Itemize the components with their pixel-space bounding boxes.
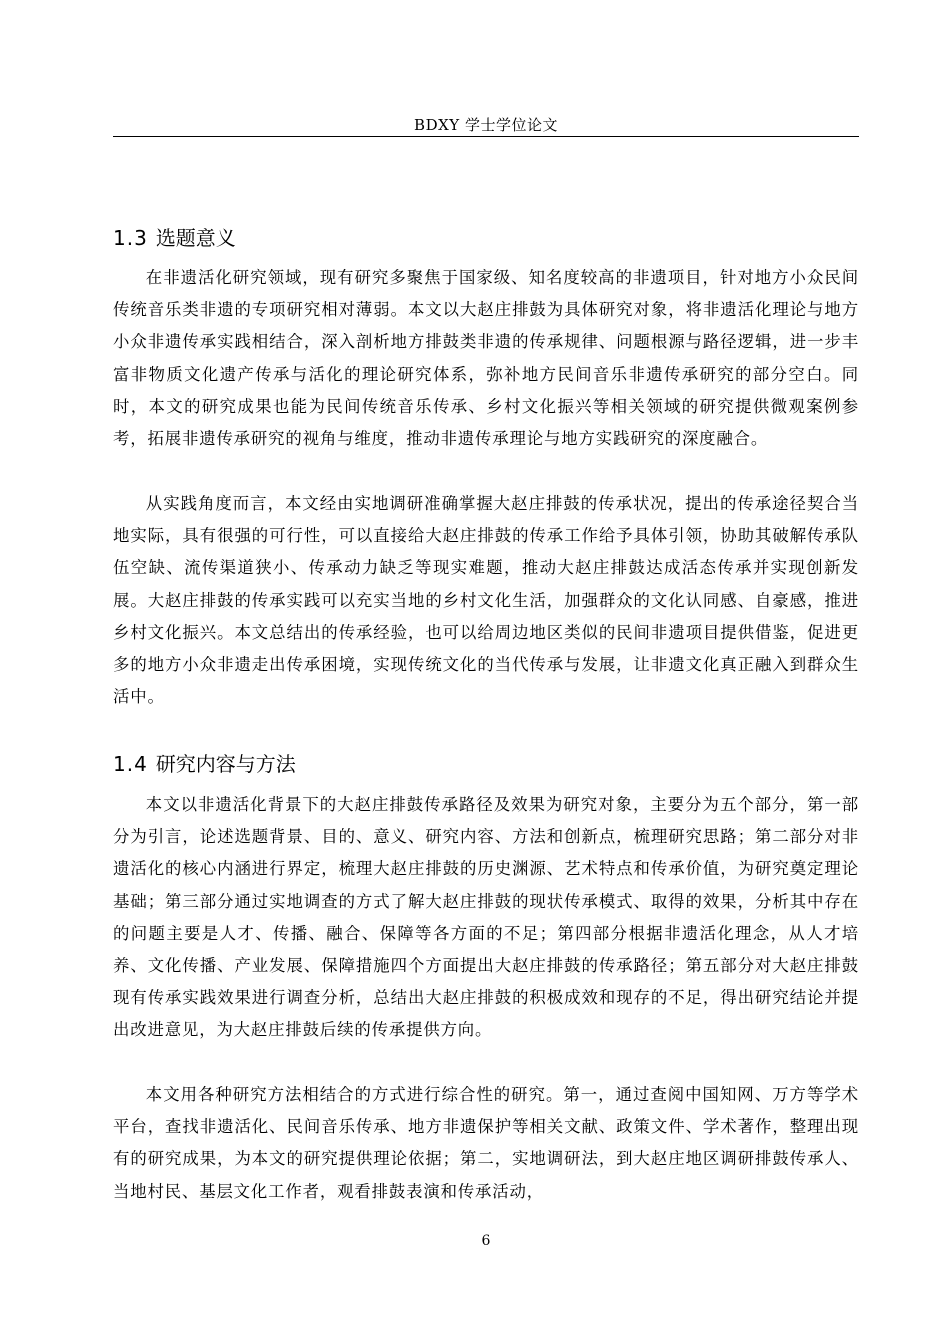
section-number: 1.3 <box>113 226 148 250</box>
section-title: 研究内容与方法 <box>155 752 296 776</box>
page-number: 6 <box>481 1233 491 1249</box>
section-heading-1-3 <box>113 225 236 251</box>
running-header: BDXY 学士学位论文 <box>414 116 558 134</box>
section-number: 1.4 <box>113 752 148 776</box>
header-rule <box>113 136 859 137</box>
section-title: 选题意义 <box>155 226 236 250</box>
paragraph-research-content: 本文以非遗活化背景下的大赵庄排鼓传承路径及效果为研究对象，主要分为五个部分，第一部分为引言，论述选题背景、目的、意义、研究内容、方法和创新点，梳理研究思路；第二部分对非遗活化的核心内涵进行界定，梳理大赵庄排鼓的历史渊源、艺术特点和传承价值，为研究奠定理论基础；第三部分通过实地调查的方式了解大赵庄排鼓的现状传承模式、取得的效果，分析其中存在的问题主要是人才、传播、融合、保障等各方面的不足；第四部分根据非遗活化理念，从人才培养、文化传播、产业发展、保障措施四个方面提出大赵庄排鼓的传承路径；第五部分对大赵庄排鼓现有传承实践效果进行调查分析，总结出大赵庄排鼓的积极成效和现存的不足，得出研究结论并提出改进意见，为大赵庄排鼓后续的传承提供方向。 <box>113 795 859 1040</box>
paragraph-significance-practice: 从实践角度而言，本文经由实地调研准确掌握大赵庄排鼓的传承状况，提出的传承途径契合当地实际，具有很强的可行性，可以直接给大赵庄排鼓的传承工作给予具体引领，协助其破解传承队伍空缺、流传渠道狭小、传承动力缺乏等现实难题，推动大赵庄排鼓达成活态传承并实现创新发展。大赵庄排鼓的传承实践可以充实当地的乡村文化生活，加强群众的文化认同感、自豪感，推进乡村文化振兴。本文总结出的传承经验，也可以给周边地区类似的民间非遗项目提供借鉴，促进更多的地方小众非遗走出传承困境，实现传统文化的当代传承与发展，让非遗文化真正融入到群众生活中。 <box>113 494 859 707</box>
section-heading-1-4 <box>113 751 296 777</box>
paragraph-significance-theory: 在非遗活化研究领域，现有研究多聚焦于国家级、知名度较高的非遗项目，针对地方小众民间传统音乐类非遗的专项研究相对薄弱。本文以大赵庄排鼓为具体研究对象，将非遗活化理论与地方小众非遗传承实践相结合，深入剖析地方排鼓类非遗的传承规律、问题根源与路径逻辑，进一步丰富非物质文化遗产传承与活化的理论研究体系，弥补地方民间音乐非遗传承研究的部分空白。同时，本文的研究成果也能为民间传统音乐传承、乡村文化振兴等相关领域的研究提供微观案例参考，拓展非遗传承研究的视角与维度，推动非遗传承理论与地方实践研究的深度融合。 <box>113 268 859 449</box>
paragraph-research-methods: 本文用各种研究方法相结合的方式进行综合性的研究。第一，通过查阅中国知网、万方等学术平台，查找非遗活化、民间音乐传承、地方非遗保护等相关文献、政策文件、学术著作，整理出现有的研究成果，为本文的研究提供理论依据；第二，实地调研法，到大赵庄地区调研排鼓传承人、当地村民、基层文化工作者，观看排鼓表演和传承活动， <box>113 1085 859 1201</box>
